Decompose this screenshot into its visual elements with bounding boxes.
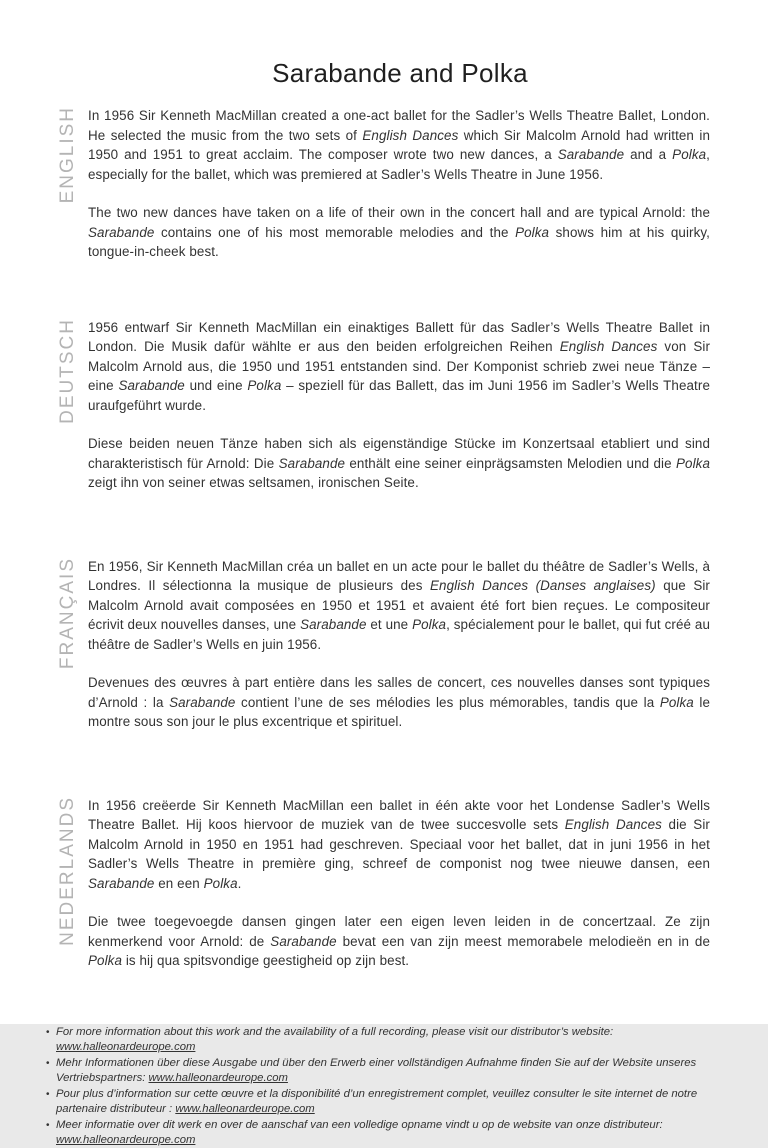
text-segment: contains one of his most memorable melodies and the	[154, 224, 516, 240]
italic-text-segment: Polka	[88, 953, 122, 968]
paragraph-francais-1	[88, 557, 710, 655]
footer-note-text	[56, 1087, 712, 1117]
footer-note-nederlands	[46, 1118, 712, 1148]
text-segment: , spécialement pour le ballet, qui fut créé au théâtre de Sadler’s Wells en juin 1956.	[88, 617, 710, 652]
text-segment: enthält eine seiner einprägsamsten Melodien und die	[345, 455, 676, 471]
text-segment: bevat een van zijn meest memorabele melodieën en in de	[336, 933, 711, 949]
text-segment: In 1956 Sir Kenneth MacMillan created a one-act ballet for the Sadler’s Wells Theatre Ballet, London. He selected the music from the two sets of	[88, 108, 710, 143]
language-label-english: ENGLISH	[56, 106, 78, 204]
language-label-column	[46, 318, 88, 424]
italic-text-segment: Sarabande	[88, 875, 155, 891]
bullet-icon: •	[46, 1057, 50, 1069]
paragraph-english-1	[88, 106, 710, 184]
footer-note-text	[56, 1056, 712, 1086]
text-segment: which Sir Malcolm Arnold had written in 1950 and 1951 to great acclaim. The composer wrote two new dances, a	[88, 127, 710, 162]
text-segment: Pour plus d’information sur cette œuvre et la disponibilité d’un enregistrement complet, veuillez consulter le site internet de notre partenaire distributeur :	[56, 1087, 698, 1115]
language-label-column	[46, 106, 88, 203]
italic-text-segment: Sarabande	[300, 617, 367, 632]
bullet-icon: •	[46, 1088, 50, 1100]
language-label-column	[46, 796, 88, 946]
page-title: Sarabande and Polka	[272, 58, 528, 88]
text-segment: and a	[624, 147, 673, 162]
footer-note-text	[56, 1118, 712, 1148]
text-segment: .	[237, 875, 242, 891]
italic-text-segment: Polka	[412, 617, 447, 632]
section-nederlands	[46, 796, 712, 971]
section-francais	[46, 557, 712, 732]
text-segment: zeigt ihn von seiner etwas seltsamen, ironischen Seite.	[88, 475, 419, 490]
footer-note-text	[56, 1025, 712, 1055]
italic-text-segment: Sarabande	[557, 147, 625, 162]
text-segment: le montre sous son jour le plus excentrique et spirituel.	[88, 694, 710, 729]
italic-text-segment: Sarabande	[118, 378, 185, 393]
distributor-link[interactable]: www.halleonardeurope.com	[175, 1102, 315, 1115]
text-segment: In 1956 creëerde Sir Kenneth MacMillan een ballet in één akte voor het Londense Sadler’s Wells Theatre Ballet. Hij koos hiervoor de muziek van de twee succesvolle sets	[88, 797, 710, 832]
text-segment: is hij qua spitsvondige geestigheid op zijn best.	[122, 953, 410, 968]
italic-text-segment: Polka	[247, 378, 282, 393]
text-segment: 1956 entwarf Sir Kenneth MacMillan ein einaktiges Ballett für das Sadler’s Wells Theatre Ballet in London. Die Musik dafür wählte er aus den beiden erfolgreichen Reihen	[88, 319, 710, 354]
italic-text-segment: Polka	[203, 875, 238, 891]
text-segment: For more information about this work and the availability of a full recording, please visit our distributor’s website:	[56, 1025, 614, 1038]
section-deutsch	[46, 318, 712, 493]
text-segment: shows him at his quirky, tongue-in-cheek best.	[88, 224, 710, 259]
paragraph-nederlands-1	[88, 796, 710, 894]
distributor-link[interactable]: www.halleonardeurope.com	[56, 1040, 196, 1053]
italic-text-segment: Sarabande	[270, 933, 337, 949]
italic-text-segment: Polka	[515, 224, 550, 240]
bullet-icon: •	[46, 1119, 50, 1131]
text-segment: Diese beiden neuen Tänze haben sich als eigenständige Stücke im Konzertsaal etabliert und sind charakteristisch für Arnold: Die	[88, 436, 710, 471]
italic-text-segment: Polka	[659, 694, 694, 710]
section-text-deutsch	[88, 318, 710, 493]
text-segment: Devenues des œuvres à part entière dans les salles de concert, ces nouvelles danses sont typiques d’Arnold : la	[88, 675, 710, 710]
text-segment: en een	[154, 875, 204, 891]
text-segment: que Sir Malcolm Arnold avait composées en 1950 et 1951 et avaient été fort bien reçues. Le compositeur écrivit deux nouvelles danses, une	[88, 578, 710, 632]
text-segment: Die twee toegevoegde dansen gingen later een eigen leven leiden in de concertzaal. Ze zijn kenmerkend voor Arnold: de	[88, 914, 710, 949]
section-text-francais	[88, 557, 710, 732]
text-segment: contient l’une de ses mélodies les plus mémorables, tandis que la	[235, 694, 660, 710]
italic-text-segment: English Dances	[564, 817, 662, 832]
footer-note-english	[46, 1025, 712, 1055]
italic-text-segment: Sarabande	[88, 224, 155, 240]
distributor-link[interactable]: www.halleonardeurope.com	[56, 1133, 196, 1146]
text-segment: – speziell für das Ballett, das im Juni 1956 im Sadler’s Wells Theatre uraufgeführt wurde.	[88, 378, 710, 413]
paragraph-nederlands-2	[88, 912, 710, 971]
section-text-english	[88, 106, 710, 262]
paragraph-deutsch-1	[88, 318, 710, 416]
paragraph-francais-2	[88, 673, 710, 732]
text-segment: et une	[366, 617, 413, 632]
italic-text-segment: Polka	[672, 147, 707, 162]
footer-note-francais	[46, 1087, 712, 1117]
italic-text-segment: English Dances	[559, 339, 658, 354]
italic-text-segment: Polka	[676, 455, 710, 471]
text-segment: die Sir Malcolm Arnold in 1950 en 1951 had geschreven. Speciaal voor het ballet, dat in juni 1956 in het Sadler’s Wells Theatre in première ging, schreef de componist nog twee nieuwe dansen, een	[88, 817, 710, 871]
text-segment: The two new dances have taken on a life of their own in the concert hall and are typical Arnold: the	[88, 205, 710, 220]
language-label-deutsch: DEUTSCH	[56, 317, 78, 424]
text-segment: und eine	[184, 378, 248, 393]
footer-note-deutsch	[46, 1056, 712, 1086]
section-text-nederlands	[88, 796, 710, 971]
bullet-icon: •	[46, 1026, 50, 1038]
language-label-francais: FRANÇAIS	[56, 556, 78, 669]
section-english	[46, 106, 712, 262]
distributor-link[interactable]: www.halleonardeurope.com	[148, 1071, 288, 1084]
text-segment: von Sir Malcolm Arnold aus, die 1950 und 1951 entstanden sind. Der Komponist schrieb zwei neue Tänze – eine	[88, 339, 711, 393]
language-label-column	[46, 557, 88, 669]
italic-text-segment: Sarabande	[278, 455, 346, 471]
paragraph-deutsch-2	[88, 434, 710, 493]
footer-notes	[46, 1025, 712, 1148]
text-segment: , especially for the ballet, which was premiered at Sadler’s Wells Theatre in June 1956.	[88, 147, 710, 182]
text-segment: En 1956, Sir Kenneth MacMillan créa un ballet en un acte pour le ballet du théâtre de Sadler’s Wells, à Londres. Il sélectionna la musique de plusieurs des	[88, 558, 710, 593]
italic-text-segment: Sarabande	[169, 694, 236, 710]
italic-text-segment: English Dances	[362, 127, 459, 143]
language-label-nederlands: NEDERLANDS	[56, 795, 78, 946]
text-segment: Mehr Informationen über diese Ausgabe und über den Erwerb einer vollständigen Aufnahme finden Sie auf der Website unseres Vertriebspartners:	[56, 1056, 697, 1084]
italic-text-segment: English Dances (Danses anglaises)	[430, 578, 656, 593]
text-segment: Meer informatie over dit werk en over de aanschaf van een volledige opname vindt u op de website van onze distributeur:	[56, 1118, 663, 1131]
paragraph-english-2	[88, 203, 710, 262]
